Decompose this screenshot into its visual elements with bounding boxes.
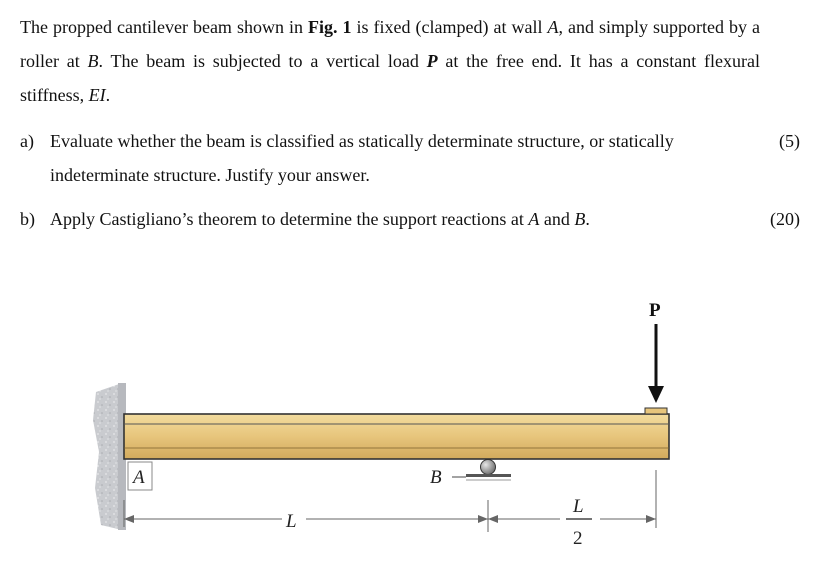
beam	[124, 414, 669, 459]
question-b-marks: (20)	[770, 209, 800, 229]
load-symbol: P	[426, 51, 438, 71]
span-ab-label: L	[286, 511, 297, 532]
support-b-label: B	[430, 467, 442, 488]
question-a-marks: (5)	[779, 131, 800, 151]
support-a-label: A	[133, 467, 145, 488]
roller-symbol: B	[87, 51, 99, 71]
stiffness-symbol: EI	[88, 85, 106, 105]
question-b-text-2: and	[539, 209, 575, 229]
wall-symbol: A	[547, 17, 559, 37]
question-b-symbol-a: A	[528, 209, 540, 229]
figure-reference: Fig. 1	[307, 17, 352, 37]
load-label: P	[649, 300, 661, 321]
question-a-text: Evaluate whether the beam is classified as statically determinate structure, or statically indeterminate structure. Justify your answer.	[50, 131, 674, 185]
intro-text-2: is fixed (clamped) at wall	[351, 17, 548, 37]
intro-text-5: at the free end. It has a constant flexural stiffness,	[20, 51, 760, 105]
overhang-numerator: L	[573, 496, 584, 517]
question-b-text-3: .	[585, 209, 590, 229]
overhang-denominator: 2	[573, 528, 583, 549]
intro-text-6: .	[105, 85, 111, 105]
fixed-wall	[93, 383, 126, 530]
roller-support-b	[452, 460, 511, 481]
intro-text-1: The propped cantilever beam shown in	[20, 17, 308, 37]
question-b-text-1: Apply Castigliano’s theorem to determine the support reactions at	[50, 209, 529, 229]
intro-text-3: , and simply supported by a roller at	[20, 17, 761, 71]
question-b-letter: b)	[20, 209, 35, 229]
question-a-letter: a)	[20, 131, 34, 151]
question-b-symbol-b: B	[574, 209, 586, 229]
intro-text-4: . The beam is subjected to a vertical load	[98, 51, 427, 71]
load-arrow	[645, 324, 667, 414]
